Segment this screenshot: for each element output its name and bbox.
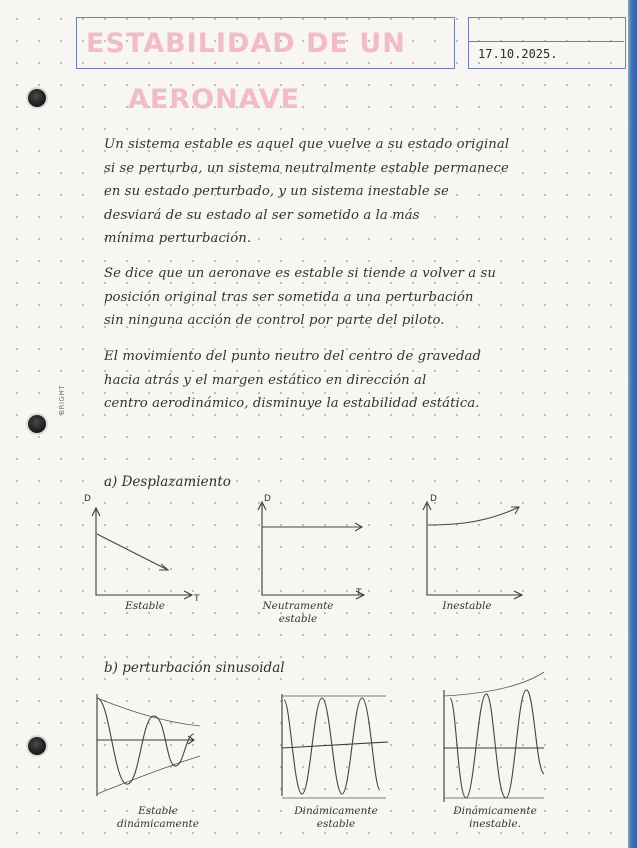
section-b-heading: b) perturbación sinusoidal — [104, 660, 285, 676]
text-line: si se perturba, un sistema neutralmente estable permanece — [104, 160, 509, 176]
punch-hole — [28, 89, 46, 107]
lower-envelope — [97, 756, 200, 794]
date-box — [468, 17, 626, 69]
punch-hole — [28, 737, 46, 755]
graph-stable-displacement — [84, 498, 204, 608]
text-line: posición original tras ser sometida a una perturbación — [104, 289, 474, 305]
paragraph-aircraft-stability — [104, 262, 624, 333]
text-line: desviará de su estado al ser sometido a la más — [104, 207, 420, 223]
graph-axes — [96, 510, 192, 595]
caption-damped: Estable dinámicamente — [117, 805, 199, 830]
graph-damped-oscillation — [92, 690, 202, 800]
decreasing-line — [97, 534, 168, 570]
text-line: mínima perturbación. — [104, 231, 252, 246]
text-line: Un sistema estable es aquel que vuelve a su estado original — [104, 137, 510, 152]
text-line: El movimiento del punto neutro del centro de gravedad — [104, 349, 482, 364]
increasing-curve — [428, 507, 519, 525]
graph-neutral-displacement — [252, 498, 372, 608]
axis-label-t: T — [356, 588, 362, 598]
constant-curve — [284, 698, 380, 794]
text-line: en su estado perturbado, y un sistema inestable se — [104, 184, 449, 199]
graph-growing-oscillation — [440, 670, 550, 805]
line-arrow — [159, 564, 168, 570]
page-date: 17.10.2025. — [478, 47, 558, 61]
page-edge-binding — [628, 0, 637, 848]
text-line: sin ninguna acción de control por parte del piloto. — [104, 313, 445, 328]
axis-label-d: D — [264, 494, 271, 504]
caption-growing: Dinámicamente inestable. — [453, 805, 537, 830]
page-title-line2: AERONAVE — [128, 84, 301, 115]
text-line: Se dice que un aeronave es estable si tiende a volver a su — [104, 266, 497, 281]
graph-unstable-displacement — [418, 498, 538, 608]
paragraph-stability-definition — [104, 133, 624, 251]
caption-stable: Estable — [125, 600, 165, 612]
punch-hole — [28, 415, 46, 433]
growing-curve — [450, 690, 544, 798]
paragraph-neutral-point — [104, 345, 624, 416]
graph-axes — [427, 504, 522, 595]
caption-unstable: Inestable — [442, 600, 492, 612]
graph-constant-oscillation — [278, 690, 393, 800]
page-title-line1: ESTABILIDAD DE UN — [86, 28, 406, 59]
axis-label-t: T — [194, 594, 200, 604]
axis-label-d: D — [430, 494, 437, 504]
caption-constant: Dinámicamente estable — [294, 805, 378, 830]
text-line: hacia atrás y el margen estático en dirección al — [104, 372, 427, 388]
damped-curve — [97, 698, 194, 784]
text-line: centro aerodinámico, disminuye la estabilidad estática. — [104, 396, 480, 411]
graph-axes — [262, 504, 364, 595]
section-a-heading: a) Desplazamiento — [104, 474, 231, 490]
caption-neutral: Neutramente estable — [262, 600, 334, 625]
date-box-divider — [468, 41, 624, 42]
axis-label-d: D — [84, 494, 91, 504]
margin-brand-mark: BRIGHT — [58, 385, 66, 415]
